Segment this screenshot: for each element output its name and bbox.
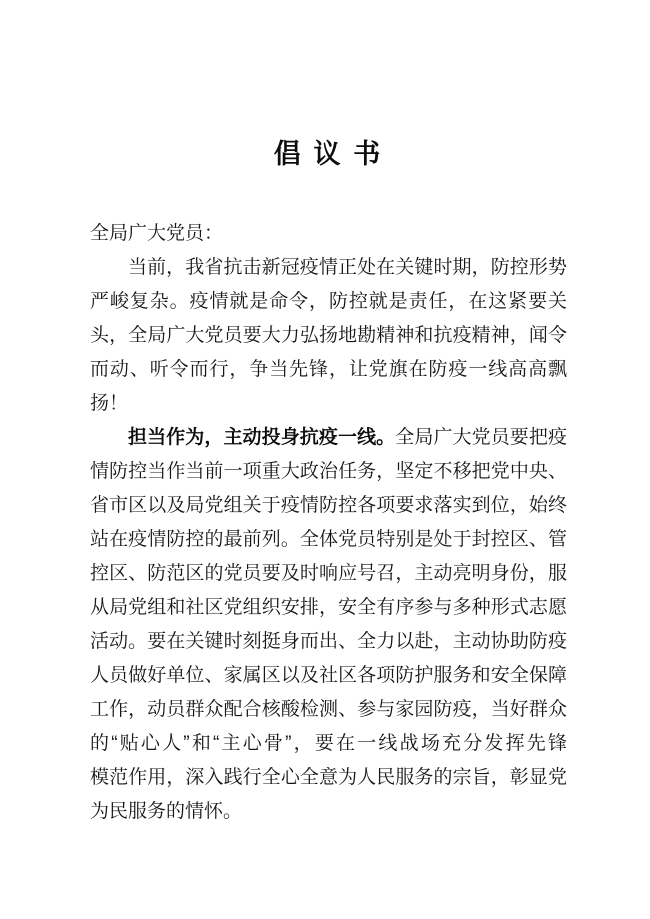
body-line: 为民服务的情怀。 bbox=[90, 801, 243, 822]
body-line: 当前，我省抗击新冠疫情正处在关键时期，防控形势 bbox=[128, 257, 567, 278]
body-line: 控区、防范区的党员要及时响应号召，主动亮明身份，服 bbox=[90, 563, 567, 584]
body-line: 的“贴心人”和“主心骨”，要在一线战场充分发挥先锋 bbox=[90, 733, 567, 754]
body-line: 活动。要在关键时刻挺身而出、全力以赴，主动协助防疫 bbox=[90, 631, 567, 652]
document-title: 倡 议 书 bbox=[273, 139, 384, 169]
salutation-line: 全局广大党员： bbox=[90, 223, 224, 244]
body-line-text: 全局广大党员要把疫 bbox=[395, 427, 567, 448]
body-line: 站在疫情防控的最前列。全体党员特别是处于封控区、管 bbox=[90, 529, 567, 550]
document-body bbox=[90, 217, 567, 829]
body-line: 头，全局广大党员要大力弘扬地勘精神和抗疫精神，闻令 bbox=[90, 325, 567, 346]
body-line: 人员做好单位、家属区以及社区各项防护服务和安全保障 bbox=[90, 665, 567, 686]
bold-lead-sentence: 担当作为，主动投身抗疫一线。 bbox=[128, 427, 396, 448]
body-line: 工作，动员群众配合核酸检测、参与家园防疫，当好群众 bbox=[90, 699, 567, 720]
body-line: 模范作用，深入践行全心全意为人民服务的宗旨，彰显党 bbox=[90, 767, 567, 788]
body-line: 扬！ bbox=[90, 393, 129, 414]
body-line: 省市区以及局党组关于疫情防控各项要求落实到位，始终 bbox=[90, 495, 567, 516]
body-line: 而动、听令而行，争当先锋，让党旗在防疫一线高高飘 bbox=[90, 359, 567, 380]
body-line: 严峻复杂。疫情就是命令，防控就是责任，在这紧要关 bbox=[90, 291, 567, 312]
body-line: 从局党组和社区党组织安排，安全有序参与多种形式志愿 bbox=[90, 597, 567, 618]
body-line: 情防控当作当前一项重大政治任务，坚定不移把党中央、 bbox=[90, 461, 567, 482]
body-line bbox=[90, 421, 567, 455]
